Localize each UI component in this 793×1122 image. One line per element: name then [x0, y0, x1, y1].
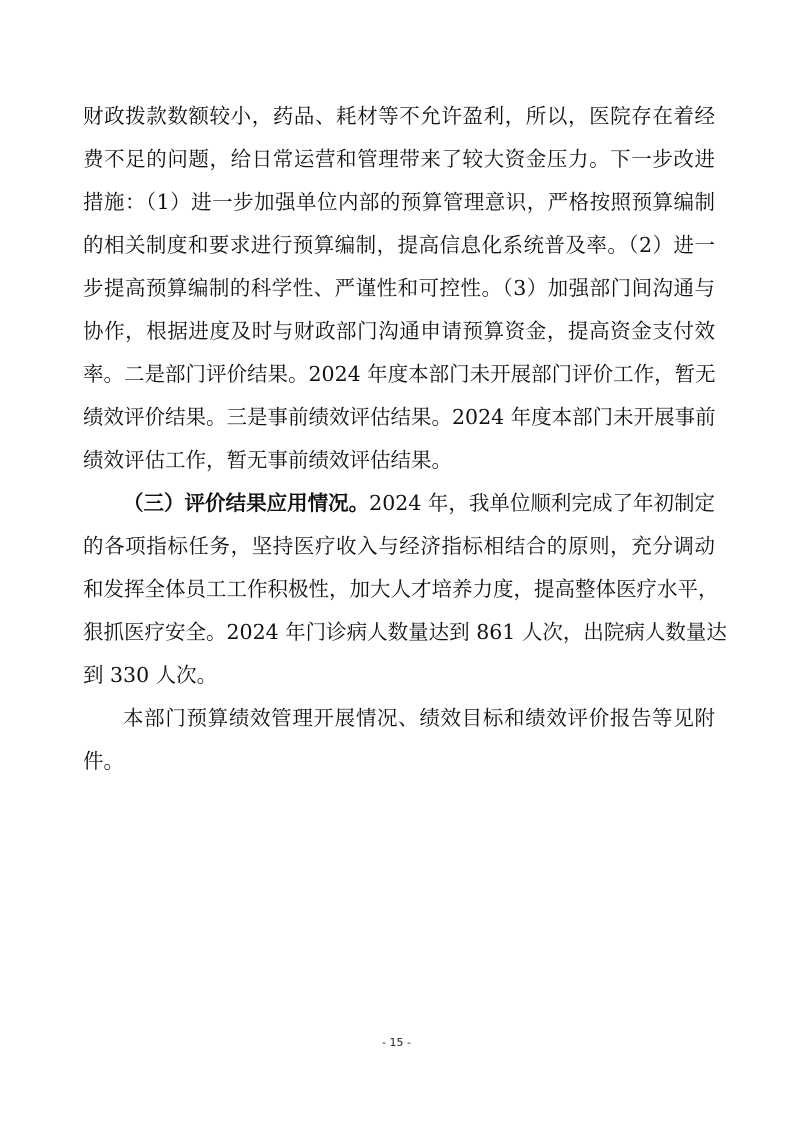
- paragraph-1-line-4: 的相关制度和要求进行预算编制，提高信息化系统普及率。（2）进一: [83, 233, 715, 257]
- paragraph-2-line-2: 的各项指标任务，坚持医疗收入与经济指标相结合的原则，充分调动: [83, 534, 715, 558]
- paragraph-3-line-2: 件。: [83, 749, 124, 773]
- paragraph-1-line-8: 绩效评价结果。三是事前绩效评估结果。2024 年度本部门未开展事前: [83, 405, 716, 429]
- paragraph-2-line-4: 狠抓医疗安全。2024 年门诊病人数量达到 861 人次，出院病人数量达: [83, 620, 727, 644]
- paragraph-1-line-3: 措施：（1）进一步加强单位内部的预算管理意识，严格按照预算编制: [83, 190, 715, 214]
- paragraph-2-line-3: 和发挥全体员工工作积极性，加大人才培养力度，提高整体医疗水平，: [83, 577, 719, 601]
- section-heading: （三）评价结果应用情况。: [123, 491, 370, 515]
- paragraph-1-line-9: 绩效评估工作，暂无事前绩效评估结果。: [83, 448, 452, 472]
- paragraph-2-line-1-text: 2024 年，我单位顺利完成了年初制定: [369, 491, 716, 515]
- paragraph-1-line-1: 财政拨款数额较小，药品、耗材等不允许盈利，所以，医院存在着经: [83, 104, 715, 128]
- paragraph-2-line-5: 到 330 人次。: [83, 663, 218, 687]
- paragraph-1-line-2: 费不足的问题，给日常运营和管理带来了较大资金压力。下一步改进: [83, 147, 715, 171]
- paragraph-3-line-1: 本部门预算绩效管理开展情况、绩效目标和绩效评价报告等见附: [123, 706, 715, 730]
- paragraph-1-line-7: 率。二是部门评价结果。2024 年度本部门未开展部门评价工作，暂无: [83, 362, 716, 386]
- page-number: - 15 -: [382, 1036, 411, 1049]
- paragraph-1-line-5: 步提高预算编制的科学性、严谨性和可控性。（3）加强部门间沟通与: [83, 276, 715, 300]
- paragraph-2-line-1: [123, 483, 715, 523]
- paragraph-1-line-6: 协作，根据进度及时与财政部门沟通申请预算资金，提高资金支付效: [83, 319, 715, 343]
